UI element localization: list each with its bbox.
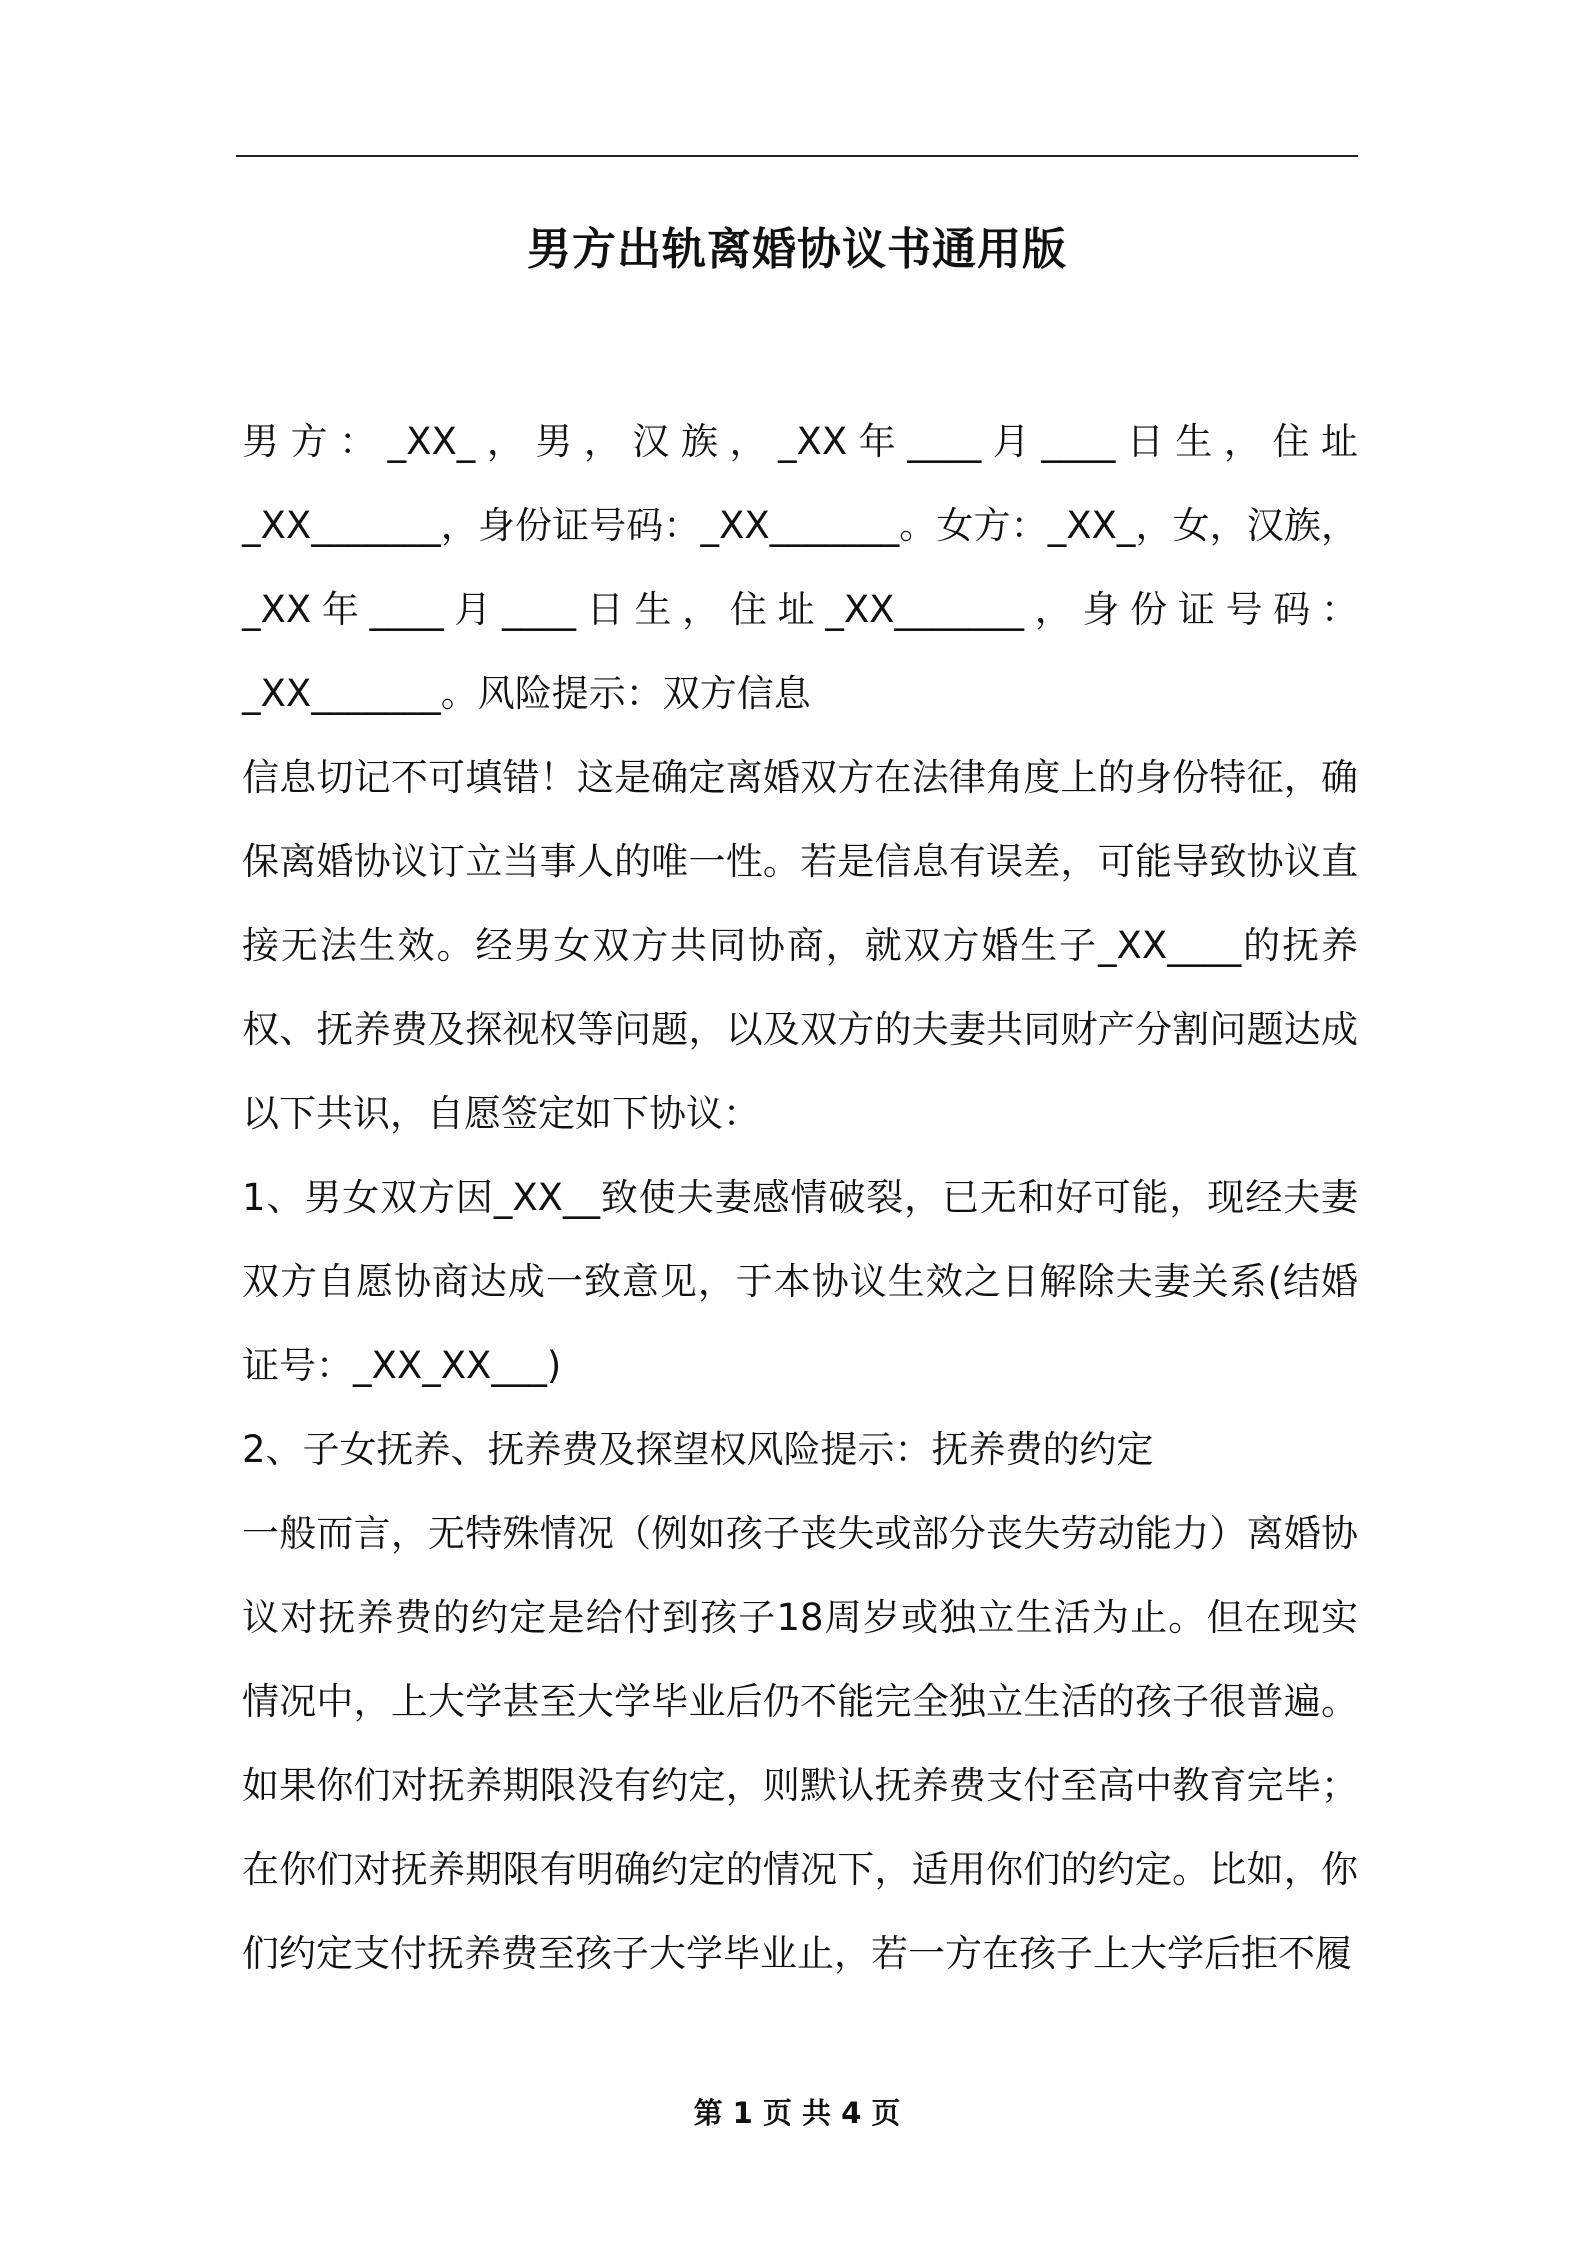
document-body [242,400,1358,1996]
header-divider [236,155,1358,157]
clause-2-heading: 2、子女抚养、抚养费及探望权风险提示：抚养费的约定 [242,1428,1154,1471]
clause-1-paragraph: 1、男女双方因_XX__致使夫妻感情破裂，已无和好可能，现经夫妻双方自愿协商达成一致意见，于本协议生效之日解除夫妻关系(结婚证号：_XX_XX___) [242,1176,1358,1387]
preamble-paragraph: 信息切记不可填错！这是确定离婚双方在法律角度上的身份特征，确保离婚协议订立当事人的唯一性。若是信息有误差，可能导致协议直接无法生效。经男女双方共同协商，就双方婚生子_XX____的抚养权、抚养费及探视权等问题，以及双方的夫妻共同财产分割问题达成以下共识，自愿签定如下协议： [242,756,1358,1135]
page-number: 第 1 页 共 4 页 [693,2096,901,2130]
document-title: 男方出轨离婚协议书通用版 [527,224,1067,275]
clause-2-body-paragraph: 一般而言，无特殊情况（例如孩子丧失或部分丧失劳动能力）离婚协议对抚养费的约定是给付到孩子18周岁或独立生活为止。但在现实情况中，上大学甚至大学毕业后仍不能完全独立生活的孩子很普遍。如果你们对抚养期限没有约定，则默认抚养费支付至高中教育完毕；在你们对抚养期限有明确约定的情况下，适用你们的约定。比如，你们约定支付抚养费至孩子大学毕业止，若一方在孩子上大学后拒不履 [242,1512,1358,1975]
party-info-paragraph: 男方：_XX_，男，汉族，_XX年____月____日生，住址_XX_______，身份证号码：_XX_______。女方：_XX_，女，汉族，_XX年____月____日生，住址_XX_______，身份证号码：_XX_______。风险提示：双方信息 [242,420,1358,715]
